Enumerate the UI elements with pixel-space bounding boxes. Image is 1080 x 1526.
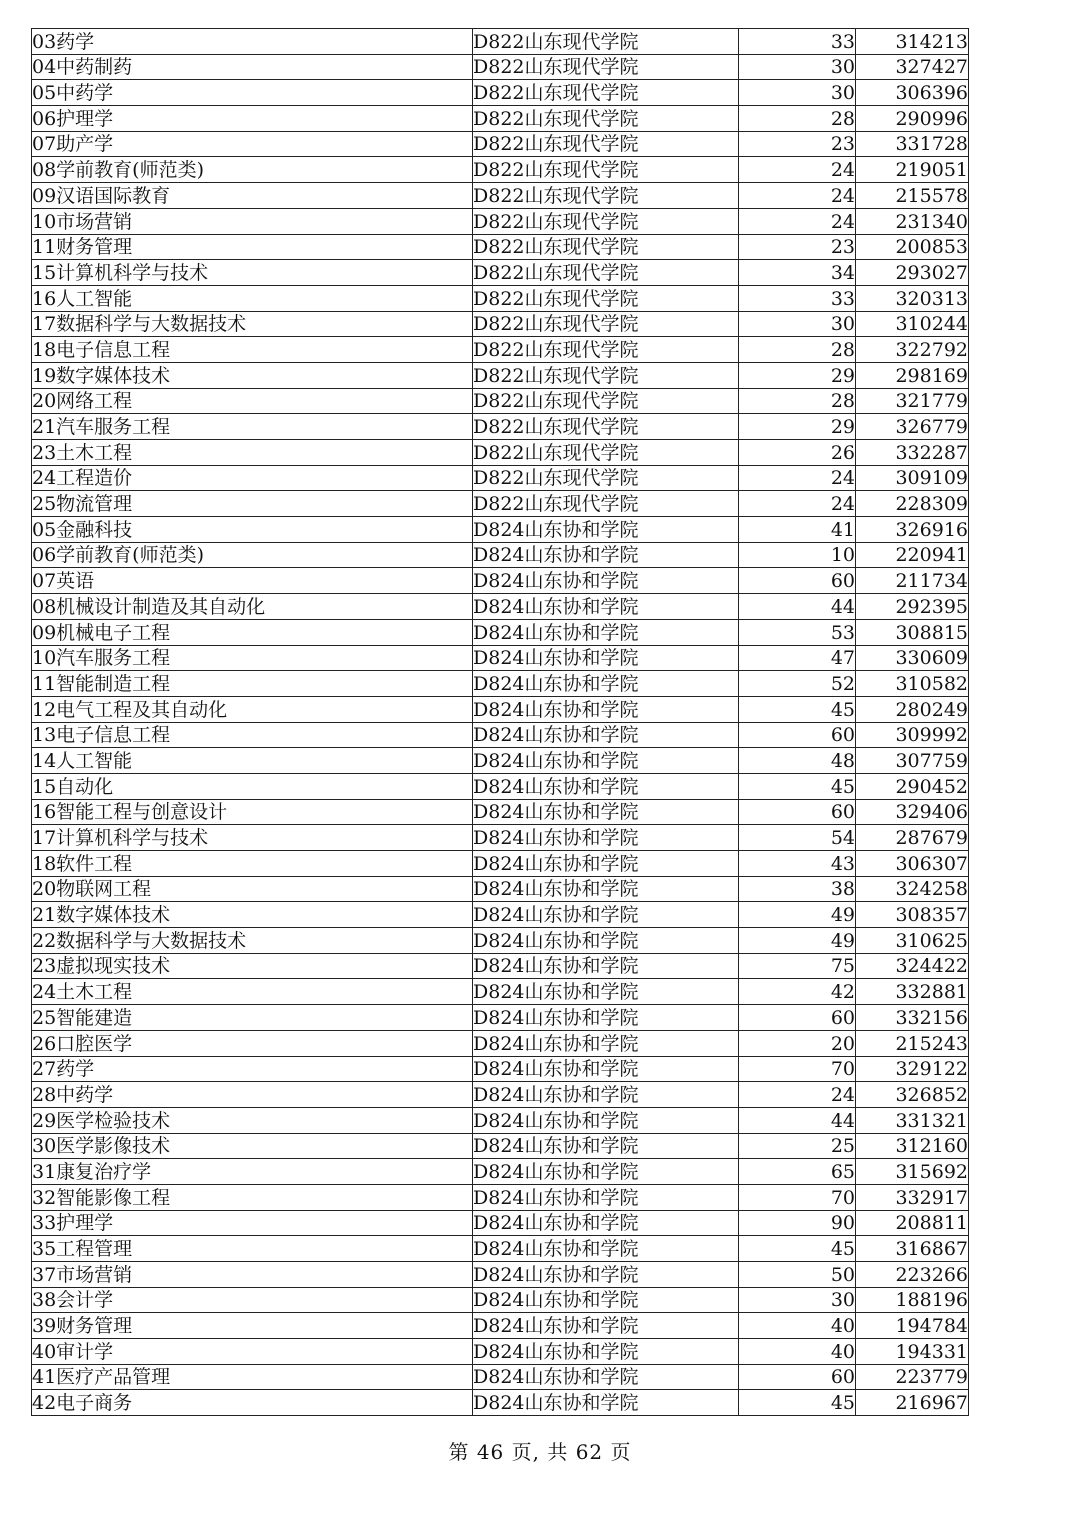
table-row xyxy=(32,54,969,80)
major-cell: 41医疗产品管理 xyxy=(32,1364,473,1390)
school-cell: D824山东协和学院 xyxy=(473,1313,739,1339)
major-cell: 35工程管理 xyxy=(32,1236,473,1262)
min-rank-cell: 280249 xyxy=(856,696,969,722)
table-row xyxy=(32,337,969,363)
major-cell: 10汽车服务工程 xyxy=(32,645,473,671)
min-rank-cell: 314213 xyxy=(856,29,969,55)
min-rank-cell: 290996 xyxy=(856,106,969,132)
major-cell: 16智能工程与创意设计 xyxy=(32,799,473,825)
major-cell: 42电子商务 xyxy=(32,1390,473,1416)
page-footer: 第 46 页, 共 62 页 xyxy=(448,1440,632,1464)
plan-count-cell: 60 xyxy=(739,722,856,748)
plan-count-cell: 90 xyxy=(739,1210,856,1236)
major-cell: 05中药学 xyxy=(32,80,473,106)
school-cell: D824山东协和学院 xyxy=(473,1030,739,1056)
major-cell: 09汉语国际教育 xyxy=(32,183,473,209)
plan-count-cell: 65 xyxy=(739,1159,856,1185)
major-cell: 27药学 xyxy=(32,1056,473,1082)
min-rank-cell: 219051 xyxy=(856,157,969,183)
plan-count-cell: 26 xyxy=(739,440,856,466)
major-cell: 08机械设计制造及其自动化 xyxy=(32,594,473,620)
major-cell: 25智能建造 xyxy=(32,1005,473,1031)
plan-count-cell: 45 xyxy=(739,1236,856,1262)
table-row xyxy=(32,234,969,260)
plan-count-cell: 29 xyxy=(739,362,856,388)
table-row xyxy=(32,902,969,928)
table-row xyxy=(32,1210,969,1236)
plan-count-cell: 45 xyxy=(739,773,856,799)
major-cell: 17计算机科学与技术 xyxy=(32,825,473,851)
min-rank-cell: 331321 xyxy=(856,1107,969,1133)
plan-count-cell: 24 xyxy=(739,1082,856,1108)
school-cell: D822山东现代学院 xyxy=(473,491,739,517)
plan-count-cell: 24 xyxy=(739,157,856,183)
major-cell: 05金融科技 xyxy=(32,517,473,543)
major-cell: 12电气工程及其自动化 xyxy=(32,696,473,722)
plan-count-cell: 45 xyxy=(739,1390,856,1416)
min-rank-cell: 228309 xyxy=(856,491,969,517)
plan-count-cell: 60 xyxy=(739,799,856,825)
min-rank-cell: 329122 xyxy=(856,1056,969,1082)
table-row xyxy=(32,1339,969,1365)
plan-count-cell: 30 xyxy=(739,311,856,337)
min-rank-cell: 315692 xyxy=(856,1159,969,1185)
plan-count-cell: 44 xyxy=(739,1107,856,1133)
major-cell: 06学前教育(师范类) xyxy=(32,542,473,568)
table-row xyxy=(32,568,969,594)
plan-count-cell: 33 xyxy=(739,29,856,55)
min-rank-cell: 307759 xyxy=(856,748,969,774)
min-rank-cell: 216967 xyxy=(856,1390,969,1416)
plan-count-cell: 23 xyxy=(739,131,856,157)
plan-count-cell: 10 xyxy=(739,542,856,568)
plan-count-cell: 54 xyxy=(739,825,856,851)
document-page xyxy=(31,28,969,1416)
min-rank-cell: 298169 xyxy=(856,362,969,388)
min-rank-cell: 327427 xyxy=(856,54,969,80)
min-rank-cell: 306307 xyxy=(856,851,969,877)
plan-count-cell: 70 xyxy=(739,1056,856,1082)
table-row xyxy=(32,851,969,877)
school-cell: D822山东现代学院 xyxy=(473,414,739,440)
major-cell: 22数据科学与大数据技术 xyxy=(32,928,473,954)
major-cell: 31康复治疗学 xyxy=(32,1159,473,1185)
min-rank-cell: 324258 xyxy=(856,876,969,902)
plan-count-cell: 49 xyxy=(739,928,856,954)
table-row xyxy=(32,465,969,491)
table-row xyxy=(32,131,969,157)
table-row xyxy=(32,1364,969,1390)
major-cell: 30医学影像技术 xyxy=(32,1133,473,1159)
min-rank-cell: 194784 xyxy=(856,1313,969,1339)
plan-count-cell: 44 xyxy=(739,594,856,620)
plan-count-cell: 30 xyxy=(739,80,856,106)
major-cell: 18电子信息工程 xyxy=(32,337,473,363)
min-rank-cell: 188196 xyxy=(856,1287,969,1313)
plan-count-cell: 45 xyxy=(739,696,856,722)
plan-count-cell: 60 xyxy=(739,1005,856,1031)
school-cell: D824山东协和学院 xyxy=(473,1210,739,1236)
plan-count-cell: 24 xyxy=(739,183,856,209)
school-cell: D824山东协和学院 xyxy=(473,799,739,825)
min-rank-cell: 215243 xyxy=(856,1030,969,1056)
min-rank-cell: 329406 xyxy=(856,799,969,825)
school-cell: D824山东协和学院 xyxy=(473,645,739,671)
min-rank-cell: 326779 xyxy=(856,414,969,440)
table-row xyxy=(32,362,969,388)
school-cell: D822山东现代学院 xyxy=(473,106,739,132)
plan-count-cell: 28 xyxy=(739,388,856,414)
table-row xyxy=(32,1184,969,1210)
table-row xyxy=(32,594,969,620)
plan-count-cell: 34 xyxy=(739,260,856,286)
major-cell: 09机械电子工程 xyxy=(32,619,473,645)
table-row xyxy=(32,29,969,55)
major-cell: 13电子信息工程 xyxy=(32,722,473,748)
table-row xyxy=(32,1262,969,1288)
min-rank-cell: 322792 xyxy=(856,337,969,363)
table-row xyxy=(32,928,969,954)
table-row xyxy=(32,825,969,851)
school-cell: D824山东协和学院 xyxy=(473,825,739,851)
table-row xyxy=(32,953,969,979)
min-rank-cell: 211734 xyxy=(856,568,969,594)
min-rank-cell: 320313 xyxy=(856,285,969,311)
plan-count-cell: 47 xyxy=(739,645,856,671)
major-cell: 23虚拟现实技术 xyxy=(32,953,473,979)
school-cell: D822山东现代学院 xyxy=(473,440,739,466)
school-cell: D824山东协和学院 xyxy=(473,722,739,748)
plan-count-cell: 60 xyxy=(739,1364,856,1390)
major-cell: 21数字媒体技术 xyxy=(32,902,473,928)
table-row xyxy=(32,1056,969,1082)
school-cell: D822山东现代学院 xyxy=(473,234,739,260)
plan-count-cell: 49 xyxy=(739,902,856,928)
table-row xyxy=(32,542,969,568)
min-rank-cell: 330609 xyxy=(856,645,969,671)
school-cell: D824山东协和学院 xyxy=(473,1339,739,1365)
table-row xyxy=(32,1030,969,1056)
major-cell: 20物联网工程 xyxy=(32,876,473,902)
table-row xyxy=(32,1005,969,1031)
min-rank-cell: 200853 xyxy=(856,234,969,260)
school-cell: D822山东现代学院 xyxy=(473,183,739,209)
min-rank-cell: 332287 xyxy=(856,440,969,466)
major-cell: 38会计学 xyxy=(32,1287,473,1313)
school-cell: D822山东现代学院 xyxy=(473,157,739,183)
plan-count-cell: 33 xyxy=(739,285,856,311)
min-rank-cell: 332156 xyxy=(856,1005,969,1031)
school-cell: D822山东现代学院 xyxy=(473,260,739,286)
school-cell: D822山东现代学院 xyxy=(473,388,739,414)
school-cell: D824山东协和学院 xyxy=(473,696,739,722)
major-cell: 29医学检验技术 xyxy=(32,1107,473,1133)
major-cell: 03药学 xyxy=(32,29,473,55)
school-cell: D824山东协和学院 xyxy=(473,594,739,620)
major-cell: 21汽车服务工程 xyxy=(32,414,473,440)
plan-count-cell: 48 xyxy=(739,748,856,774)
major-cell: 37市场营销 xyxy=(32,1262,473,1288)
plan-count-cell: 42 xyxy=(739,979,856,1005)
major-cell: 32智能影像工程 xyxy=(32,1184,473,1210)
major-cell: 24工程造价 xyxy=(32,465,473,491)
major-cell: 04中药制药 xyxy=(32,54,473,80)
table-row xyxy=(32,619,969,645)
table-row xyxy=(32,285,969,311)
major-cell: 07助产学 xyxy=(32,131,473,157)
major-cell: 28中药学 xyxy=(32,1082,473,1108)
school-cell: D822山东现代学院 xyxy=(473,362,739,388)
school-cell: D824山东协和学院 xyxy=(473,619,739,645)
min-rank-cell: 194331 xyxy=(856,1339,969,1365)
major-cell: 06护理学 xyxy=(32,106,473,132)
school-cell: D824山东协和学院 xyxy=(473,953,739,979)
plan-count-cell: 28 xyxy=(739,337,856,363)
table-row xyxy=(32,773,969,799)
school-cell: D824山东协和学院 xyxy=(473,1236,739,1262)
table-row xyxy=(32,183,969,209)
table-row xyxy=(32,1082,969,1108)
table-row xyxy=(32,645,969,671)
major-cell: 40审计学 xyxy=(32,1339,473,1365)
school-cell: D824山东协和学院 xyxy=(473,902,739,928)
school-cell: D822山东现代学院 xyxy=(473,29,739,55)
min-rank-cell: 326916 xyxy=(856,517,969,543)
major-cell: 10市场营销 xyxy=(32,208,473,234)
min-rank-cell: 208811 xyxy=(856,1210,969,1236)
min-rank-cell: 290452 xyxy=(856,773,969,799)
school-cell: D824山东协和学院 xyxy=(473,1262,739,1288)
plan-count-cell: 20 xyxy=(739,1030,856,1056)
min-rank-cell: 310625 xyxy=(856,928,969,954)
major-cell: 23土木工程 xyxy=(32,440,473,466)
table-row xyxy=(32,748,969,774)
plan-count-cell: 25 xyxy=(739,1133,856,1159)
plan-count-cell: 70 xyxy=(739,1184,856,1210)
major-cell: 11智能制造工程 xyxy=(32,671,473,697)
min-rank-cell: 215578 xyxy=(856,183,969,209)
table-body xyxy=(32,29,969,1416)
min-rank-cell: 287679 xyxy=(856,825,969,851)
min-rank-cell: 308357 xyxy=(856,902,969,928)
school-cell: D824山东协和学院 xyxy=(473,876,739,902)
school-cell: D824山东协和学院 xyxy=(473,928,739,954)
major-cell: 25物流管理 xyxy=(32,491,473,517)
school-cell: D824山东协和学院 xyxy=(473,1364,739,1390)
school-cell: D824山东协和学院 xyxy=(473,542,739,568)
table-row xyxy=(32,799,969,825)
min-rank-cell: 293027 xyxy=(856,260,969,286)
table-row xyxy=(32,1107,969,1133)
major-cell: 26口腔医学 xyxy=(32,1030,473,1056)
school-cell: D824山东协和学院 xyxy=(473,851,739,877)
school-cell: D824山东协和学院 xyxy=(473,1133,739,1159)
table-row xyxy=(32,722,969,748)
major-cell: 20网络工程 xyxy=(32,388,473,414)
table-row xyxy=(32,1236,969,1262)
major-cell: 14人工智能 xyxy=(32,748,473,774)
min-rank-cell: 309109 xyxy=(856,465,969,491)
school-cell: D824山东协和学院 xyxy=(473,1287,739,1313)
table-row xyxy=(32,1313,969,1339)
table-row xyxy=(32,157,969,183)
major-cell: 15自动化 xyxy=(32,773,473,799)
table-row xyxy=(32,491,969,517)
min-rank-cell: 312160 xyxy=(856,1133,969,1159)
table-row xyxy=(32,260,969,286)
school-cell: D822山东现代学院 xyxy=(473,54,739,80)
min-rank-cell: 332917 xyxy=(856,1184,969,1210)
table-row xyxy=(32,311,969,337)
table-row xyxy=(32,696,969,722)
major-cell: 15计算机科学与技术 xyxy=(32,260,473,286)
min-rank-cell: 310582 xyxy=(856,671,969,697)
school-cell: D824山东协和学院 xyxy=(473,671,739,697)
major-cell: 19数字媒体技术 xyxy=(32,362,473,388)
school-cell: D824山东协和学院 xyxy=(473,1082,739,1108)
min-rank-cell: 321779 xyxy=(856,388,969,414)
school-cell: D822山东现代学院 xyxy=(473,285,739,311)
min-rank-cell: 223266 xyxy=(856,1262,969,1288)
school-cell: D824山东协和学院 xyxy=(473,517,739,543)
school-cell: D822山东现代学院 xyxy=(473,208,739,234)
plan-count-cell: 23 xyxy=(739,234,856,260)
plan-count-cell: 24 xyxy=(739,465,856,491)
admission-table xyxy=(31,28,969,1416)
plan-count-cell: 40 xyxy=(739,1313,856,1339)
table-row xyxy=(32,1159,969,1185)
school-cell: D824山东协和学院 xyxy=(473,773,739,799)
major-cell: 08学前教育(师范类) xyxy=(32,157,473,183)
min-rank-cell: 326852 xyxy=(856,1082,969,1108)
table-row xyxy=(32,671,969,697)
min-rank-cell: 308815 xyxy=(856,619,969,645)
school-cell: D824山东协和学院 xyxy=(473,1159,739,1185)
plan-count-cell: 43 xyxy=(739,851,856,877)
min-rank-cell: 220941 xyxy=(856,542,969,568)
min-rank-cell: 231340 xyxy=(856,208,969,234)
plan-count-cell: 30 xyxy=(739,1287,856,1313)
plan-count-cell: 30 xyxy=(739,54,856,80)
table-row xyxy=(32,1133,969,1159)
table-row xyxy=(32,979,969,1005)
min-rank-cell: 309992 xyxy=(856,722,969,748)
table-row xyxy=(32,517,969,543)
plan-count-cell: 29 xyxy=(739,414,856,440)
min-rank-cell: 332881 xyxy=(856,979,969,1005)
major-cell: 24土木工程 xyxy=(32,979,473,1005)
plan-count-cell: 52 xyxy=(739,671,856,697)
school-cell: D822山东现代学院 xyxy=(473,311,739,337)
school-cell: D824山东协和学院 xyxy=(473,1390,739,1416)
school-cell: D822山东现代学院 xyxy=(473,80,739,106)
table-row xyxy=(32,106,969,132)
min-rank-cell: 292395 xyxy=(856,594,969,620)
table-row xyxy=(32,1287,969,1313)
table-row xyxy=(32,440,969,466)
table-row xyxy=(32,208,969,234)
min-rank-cell: 223779 xyxy=(856,1364,969,1390)
plan-count-cell: 53 xyxy=(739,619,856,645)
school-cell: D824山东协和学院 xyxy=(473,568,739,594)
school-cell: D824山东协和学院 xyxy=(473,748,739,774)
table-row xyxy=(32,1390,969,1416)
school-cell: D824山东协和学院 xyxy=(473,1184,739,1210)
plan-count-cell: 28 xyxy=(739,106,856,132)
plan-count-cell: 38 xyxy=(739,876,856,902)
plan-count-cell: 24 xyxy=(739,208,856,234)
table-row xyxy=(32,414,969,440)
plan-count-cell: 60 xyxy=(739,568,856,594)
plan-count-cell: 24 xyxy=(739,491,856,517)
school-cell: D824山东协和学院 xyxy=(473,1005,739,1031)
table-row xyxy=(32,876,969,902)
table-row xyxy=(32,80,969,106)
school-cell: D822山东现代学院 xyxy=(473,131,739,157)
school-cell: D822山东现代学院 xyxy=(473,465,739,491)
table-row xyxy=(32,388,969,414)
plan-count-cell: 50 xyxy=(739,1262,856,1288)
school-cell: D824山东协和学院 xyxy=(473,1107,739,1133)
school-cell: D824山东协和学院 xyxy=(473,979,739,1005)
school-cell: D824山东协和学院 xyxy=(473,1056,739,1082)
school-cell: D822山东现代学院 xyxy=(473,337,739,363)
plan-count-cell: 75 xyxy=(739,953,856,979)
min-rank-cell: 324422 xyxy=(856,953,969,979)
min-rank-cell: 310244 xyxy=(856,311,969,337)
major-cell: 16人工智能 xyxy=(32,285,473,311)
min-rank-cell: 306396 xyxy=(856,80,969,106)
plan-count-cell: 40 xyxy=(739,1339,856,1365)
major-cell: 11财务管理 xyxy=(32,234,473,260)
major-cell: 33护理学 xyxy=(32,1210,473,1236)
major-cell: 39财务管理 xyxy=(32,1313,473,1339)
major-cell: 07英语 xyxy=(32,568,473,594)
major-cell: 17数据科学与大数据技术 xyxy=(32,311,473,337)
major-cell: 18软件工程 xyxy=(32,851,473,877)
min-rank-cell: 316867 xyxy=(856,1236,969,1262)
min-rank-cell: 331728 xyxy=(856,131,969,157)
plan-count-cell: 41 xyxy=(739,517,856,543)
